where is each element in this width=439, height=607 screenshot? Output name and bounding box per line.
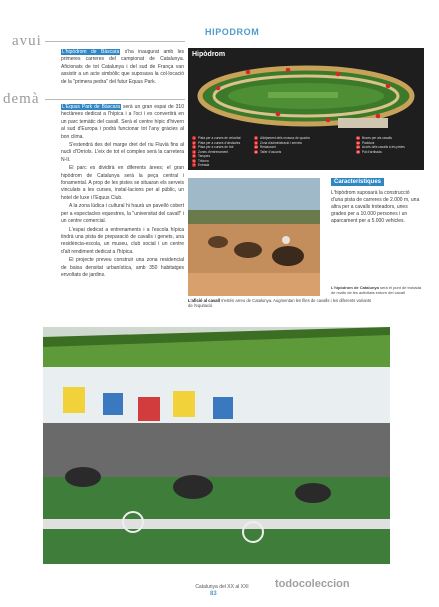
caption-bold: L'hipòdrom de Catalunya bbox=[331, 285, 379, 290]
grandstand-render-image bbox=[43, 327, 390, 564]
highlight-label: L'Equus Park de Bàscara bbox=[62, 104, 121, 110]
paragraph bbox=[61, 104, 184, 141]
side-word-tomorrow: demà bbox=[3, 91, 40, 107]
render-caption bbox=[331, 285, 423, 295]
legend-item: 4 Zones d'entrenament bbox=[193, 149, 229, 154]
racetrack-render bbox=[43, 327, 390, 564]
paragraph: El projecte preveu construir una zona residencial de baixa densitat urbanística, amb 350 habitatges envoltats de jardins. bbox=[61, 257, 184, 278]
track-plan-image bbox=[188, 58, 424, 134]
legend-item: 6 Tribuna bbox=[193, 158, 209, 163]
watermark: todocoleccion bbox=[275, 578, 350, 590]
characteristics-text: L'hipòdrom suposarà la construcció d'una pista de carreres de 2.000 m, una altra per a cavalls troteadors, unes grades per a 10.000 persones i un aparcament per a 5.000 vehicles. bbox=[331, 190, 420, 224]
legend-item: 11 Taller d'usuaris bbox=[254, 149, 282, 154]
caption-text: serà el punt de trobada de molts de les activitats entorn del cavall bbox=[331, 285, 422, 295]
legend-item: 8 Allotjament dels mossos de quadra bbox=[255, 136, 310, 141]
paragraph-text: serà un gran espai de 310 hectàrees dedicat a l'hípica i a l'oci i es convertirà en un parc temàtic del cavall. Serà el centre hípic d'hivern al sud d'Europa i podrà funcionar tot l'any gràcies al bon clima. bbox=[61, 104, 184, 140]
racetrack-map bbox=[188, 48, 424, 170]
horse-race-photo bbox=[188, 178, 320, 296]
paragraph-text: s'ha inaugurat amb les primeres carreres del campionat de Catalunya. Aficionats de tot Catalunya i del sud de França van assistir a un acte simbòlic que suposava la col·locació de la "primera pedra" del futur Equus Park. bbox=[61, 49, 184, 85]
paragraph bbox=[61, 49, 184, 86]
side-word-today: avui bbox=[12, 33, 42, 49]
paragraph: A la zona lúdica i cultural hi haurà un pavelló cobert per a espectacles equestres, la "universitat del cavall" i un centre comercial. bbox=[61, 203, 184, 225]
map-title: Hipòdrom bbox=[192, 51, 226, 58]
divider bbox=[45, 41, 185, 42]
paragraph: El parc es dividirà en diferents àrees; el gran hipòdrom de Catalunya serà la peça central i fonamental. A prop de les pistes se situaran els serveis vinculats a les curses, instal·lacions per al públic, un hotel de luxe i l'Equus Club. bbox=[61, 165, 184, 201]
characteristics-title: Característiques bbox=[331, 178, 384, 186]
legend-item: 13 Paddock bbox=[356, 140, 375, 145]
legend-item: 15 Pal d'arribada bbox=[356, 149, 382, 154]
footer-title: Catalunya del XX al XXI bbox=[195, 584, 249, 590]
legend-item: 12 Boxes per als cavalls bbox=[356, 136, 392, 141]
caption-bold: L'afició al cavall bbox=[188, 298, 220, 303]
section-header: HIPODROM bbox=[205, 27, 260, 37]
paragraph: L'espai dedicat a entrenaments i a l'escola hípica tindrà una pista de preparació de cavalls i genets, una residència-escola, un museu, club social i un centre d'alt rendiment dedicat a l'hípica. bbox=[61, 226, 184, 255]
legend-left bbox=[192, 136, 241, 168]
caption-text: s'estén arreu de Catalunya. Augmentan les files de cavalls i les diferents variants de l'equitació bbox=[188, 298, 372, 309]
article-text-tomorrow bbox=[61, 104, 184, 280]
legend-item: 3 Pista per a curses de trot bbox=[193, 145, 234, 150]
divider bbox=[45, 99, 185, 100]
legend-item: 7 Entrada bbox=[193, 163, 210, 168]
photo-caption bbox=[188, 298, 373, 308]
paragraph: S'estendrà des del marge dret del riu Fluvià fins al nucli d'Orriols. L'eix de tot el complex serà la carretera N-II. bbox=[61, 142, 184, 163]
legend-right bbox=[356, 136, 405, 154]
page-number: 83 bbox=[210, 591, 217, 597]
legend-mid bbox=[254, 136, 310, 154]
legend-item: 5 Tanques bbox=[193, 154, 211, 159]
legend-item: 2 Pista per a curses d'obstacles bbox=[193, 140, 241, 145]
race-photo-image bbox=[188, 178, 320, 296]
article-text-today bbox=[61, 49, 184, 87]
legend-item: 14 Accés dels cavalls a les pistes bbox=[356, 145, 405, 150]
legend-item: 1 Pista per a curses de velocitat bbox=[193, 136, 241, 141]
highlight-label: L'hipòdrom de Bàscara bbox=[62, 49, 120, 55]
legend-item: 10 Restaurant bbox=[254, 145, 276, 150]
legend-item: 9 Zona d'administració i serveis bbox=[255, 140, 302, 145]
